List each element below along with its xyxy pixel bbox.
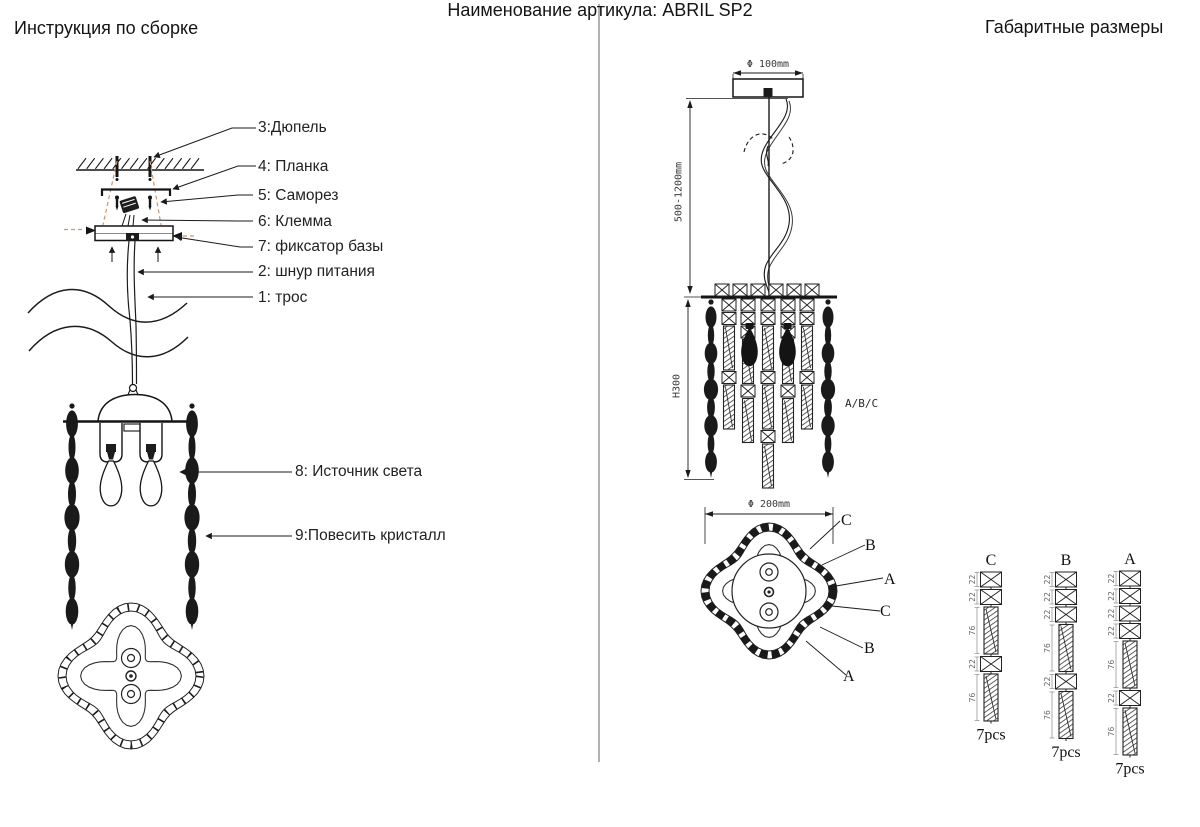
- segment-size: 76: [968, 692, 977, 703]
- segment-size: 76: [1107, 726, 1116, 737]
- part-label-screw: 5: Саморез: [258, 187, 339, 204]
- part-label-terminal: 6: Клемма: [258, 213, 332, 230]
- mounting-strap-drawing: [102, 190, 170, 197]
- part-label-base-fixator: 7: фиксатор базы: [258, 238, 384, 255]
- segment-size: 76: [968, 625, 977, 636]
- power-cord-drawing: [127, 241, 136, 384]
- segment-size: 76: [1043, 710, 1052, 720]
- suspension-cable-drawing: [744, 97, 793, 297]
- crystal-pendants-drawing: [64, 403, 199, 630]
- segment-size: 22: [1043, 592, 1052, 602]
- segment-size: 22: [968, 592, 977, 602]
- dim-cable-length: 500-1200mm: [673, 161, 685, 223]
- segment-size: 22: [1107, 693, 1116, 703]
- top-view-label-a2: A: [843, 668, 855, 685]
- segment-size: 22: [968, 574, 977, 585]
- strip-name: B: [1060, 552, 1072, 569]
- article-name: Наименование артикула: ABRIL SP2: [447, 0, 753, 20]
- part-label-cable: 1: трос: [258, 289, 308, 306]
- top-view-label-a1: A: [884, 571, 896, 588]
- strip-pcs-count: 7pcs: [976, 726, 1006, 744]
- part-label-light-source: 8: Источник света: [295, 463, 423, 480]
- top-view-label-c1: C: [841, 512, 852, 529]
- part-label-hang-crystal: 9:Повесить кристалл: [295, 527, 446, 544]
- segment-size: 22: [1107, 591, 1116, 601]
- crystal-strip-B: [1043, 552, 1081, 761]
- segment-size: 22: [1043, 676, 1052, 687]
- segment-size: 22: [1043, 609, 1052, 620]
- ceiling-hatch-drawing: [76, 158, 204, 170]
- canopy-drawing: [733, 79, 803, 97]
- part-label-dowel: 3:Дюпель: [258, 119, 327, 136]
- cable-wave-drawing: [28, 289, 188, 356]
- dim-body-diameter: Φ 200mm: [747, 499, 791, 510]
- part-label-strap: 4: Планка: [258, 158, 329, 175]
- canopy-dimension: [733, 70, 803, 79]
- page-title-left: Инструкция по сборке: [14, 18, 199, 38]
- segment-size: 22: [1043, 574, 1052, 585]
- terminal-block-drawing: [119, 196, 139, 226]
- part-label-power-cord: 2: шнур питания: [258, 263, 375, 280]
- segment-size: 22: [1107, 608, 1116, 619]
- segment-size: 22: [1107, 626, 1116, 636]
- crystal-body-drawing: [701, 284, 837, 488]
- crystal-strip-specs: [968, 551, 1145, 778]
- dim-canopy-diameter: Φ 100mm: [746, 59, 790, 70]
- top-view-label-c2: C: [880, 603, 891, 620]
- segment-size: 22: [968, 659, 977, 669]
- body-diameter-dimension: [705, 507, 833, 544]
- crystal-strip-A: [1107, 551, 1145, 778]
- dim-body-height: H300: [671, 373, 683, 399]
- segment-size: 76: [1043, 643, 1052, 653]
- segment-size: 22: [1107, 573, 1116, 584]
- strip-pcs-count: 7pcs: [1115, 760, 1145, 778]
- suspension-height-dimension: [686, 99, 788, 295]
- lamp-body-drawing: [63, 385, 197, 506]
- label-strip-types: A/B/C: [845, 397, 879, 410]
- top-view-label-b2: B: [864, 640, 875, 657]
- crystal-strip-C: [968, 552, 1006, 744]
- page-title-right: Габаритные размеры: [985, 17, 1164, 37]
- strip-name: C: [985, 552, 997, 569]
- strip-pcs-count: 7pcs: [1051, 744, 1081, 761]
- top-view-label-b1: B: [865, 537, 876, 554]
- strip-name: A: [1124, 551, 1136, 568]
- frame-top-view-drawing: [58, 603, 204, 749]
- segment-size: 76: [1107, 659, 1116, 670]
